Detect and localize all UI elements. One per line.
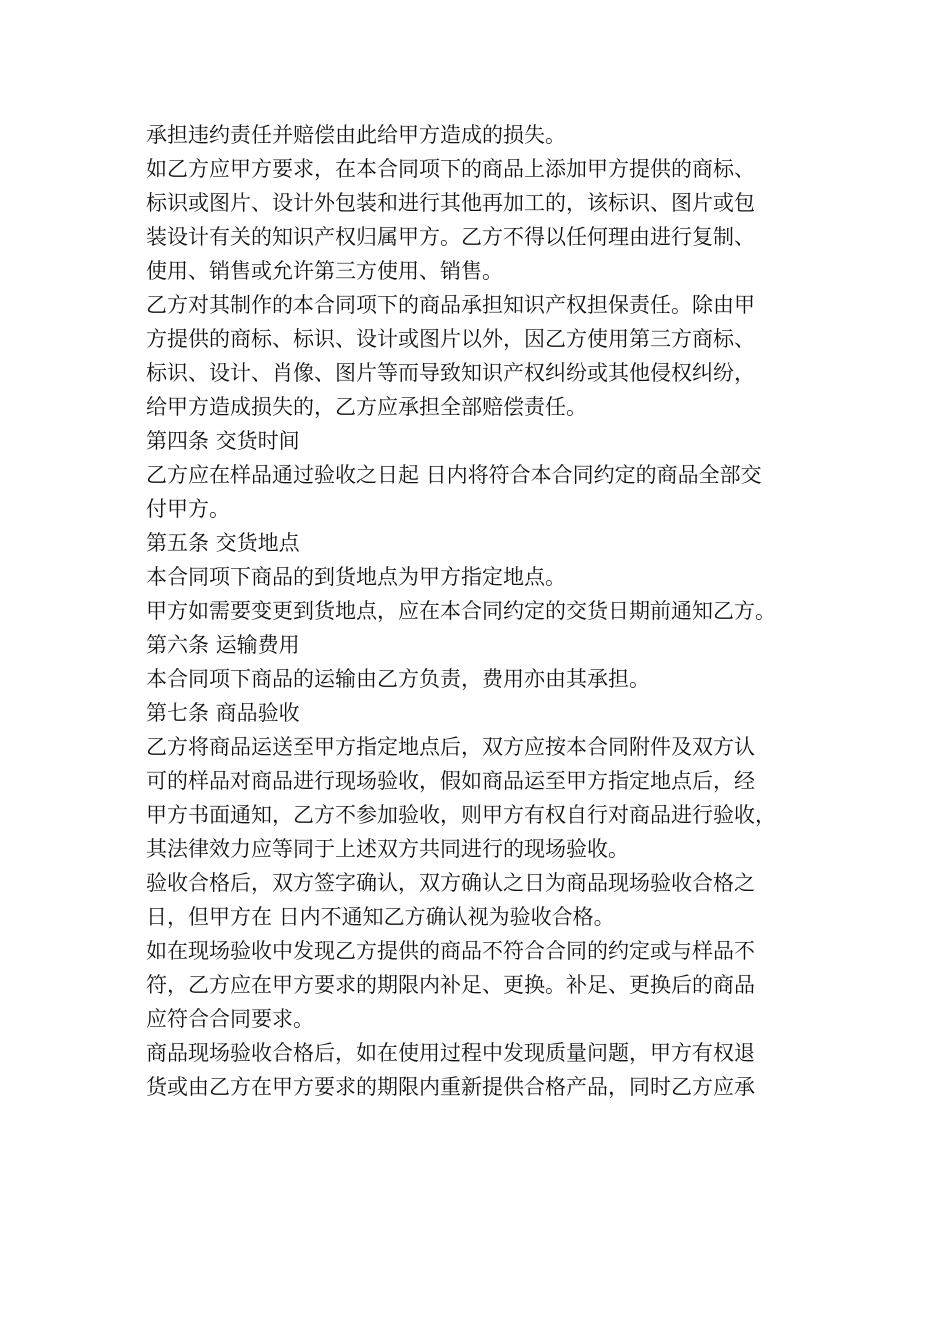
- text-line: 本合同项下商品的到货地点为甲方指定地点。: [146, 565, 566, 589]
- text-line: 承担违约责任并赔偿由此给甲方造成的损失。: [146, 123, 566, 147]
- text-line: 本合同项下商品的运输由乙方负责，费用亦由其承担。: [146, 667, 650, 691]
- section-heading-article-6: 第六条 运输费用: [146, 633, 300, 657]
- text-line: 使用、销售或允许第三方使用、销售。: [146, 259, 503, 283]
- text-line: 可的样品对商品进行现场验收，假如商品运至甲方指定地点后，经: [146, 769, 755, 793]
- text-line: 装设计有关的知识产权归属甲方。乙方不得以任何理由进行复制、: [146, 225, 755, 249]
- section-heading-article-4: 第四条 交货时间: [146, 429, 300, 453]
- text-line: 符，乙方应在甲方要求的期限内补足、更换。补足、更换后的商品: [146, 973, 755, 997]
- text-line: 乙方对其制作的本合同项下的商品承担知识产权担保责任。除由甲: [146, 293, 755, 317]
- text-line: 甲方如需要变更到货地点，应在本合同约定的交货日期前通知乙方。: [146, 599, 776, 623]
- text-line: 标识、设计、肖像、图片等而导致知识产权纠纷或其他侵权纠纷，: [146, 361, 755, 385]
- text-line: 验收合格后，双方签字确认，双方确认之日为商品现场验收合格之: [146, 871, 755, 895]
- text-line: 日，但甲方在 日内不通知乙方确认视为验收合格。: [146, 905, 615, 929]
- text-line: 甲方书面通知，乙方不参加验收，则甲方有权自行对商品进行验收，: [146, 803, 776, 827]
- text-line: 标识或图片、设计外包装和进行其他再加工的，该标识、图片或包: [146, 191, 755, 215]
- text-line: 如乙方应甲方要求，在本合同项下的商品上添加甲方提供的商标、: [146, 157, 755, 181]
- text-line: 乙方将商品运送至甲方指定地点后，双方应按本合同附件及双方认: [146, 735, 755, 759]
- text-line: 如在现场验收中发现乙方提供的商品不符合合同的约定或与样品不: [146, 939, 755, 963]
- section-heading-article-5: 第五条 交货地点: [146, 531, 300, 555]
- text-line: 应符合合同要求。: [146, 1007, 314, 1031]
- text-line: 其法律效力应等同于上述双方共同进行的现场验收。: [146, 837, 629, 861]
- text-line: 方提供的商标、标识、设计或图片以外，因乙方使用第三方商标、: [146, 327, 755, 351]
- text-line: 货或由乙方在甲方要求的期限内重新提供合格产品，同时乙方应承: [146, 1075, 755, 1099]
- text-line: 乙方应在样品通过验收之日起 日内将符合本合同约定的商品全部交: [146, 463, 762, 487]
- section-heading-article-7: 第七条 商品验收: [146, 701, 300, 725]
- text-line: 给甲方造成损失的，乙方应承担全部赔偿责任。: [146, 395, 587, 419]
- text-line: 商品现场验收合格后，如在使用过程中发现质量问题，甲方有权退: [146, 1041, 755, 1065]
- document-body: [146, 118, 836, 1104]
- text-line: 付甲方。: [146, 497, 230, 521]
